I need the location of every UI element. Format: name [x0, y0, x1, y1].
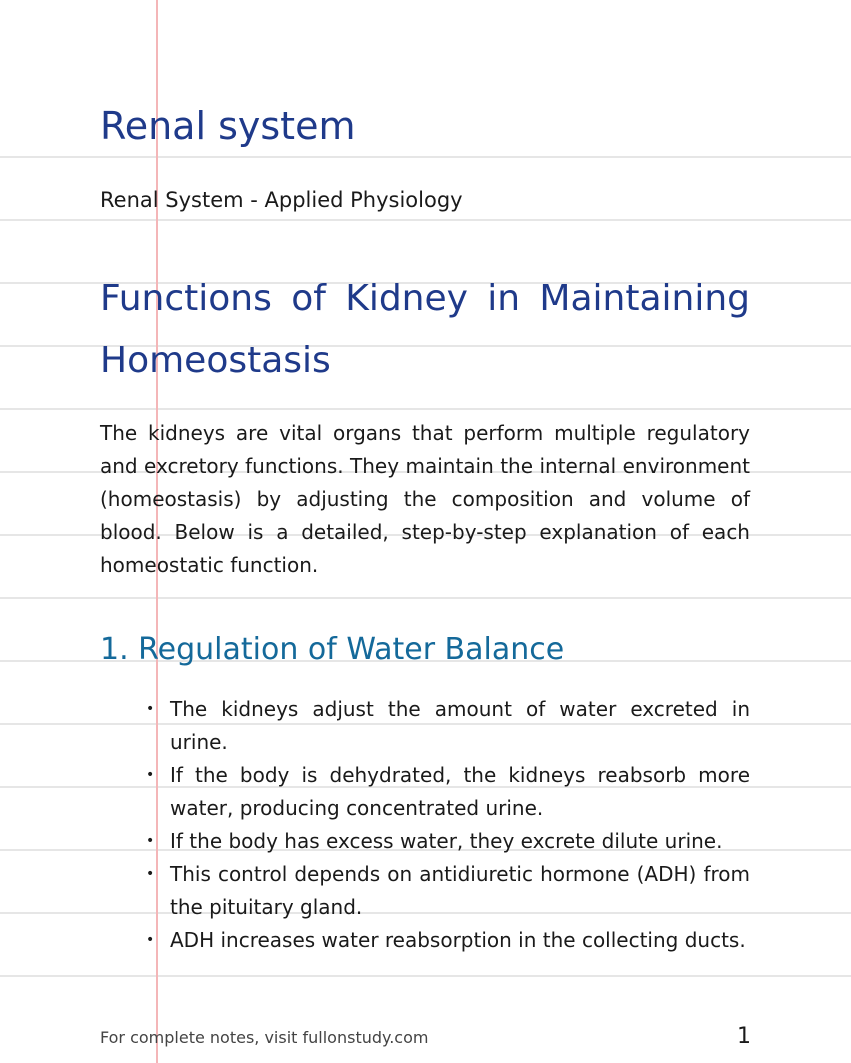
- ruled-line: [0, 219, 851, 221]
- list-item-text: If the body has excess water, they excrete dilute urine.: [170, 829, 723, 853]
- bullet-icon: •: [146, 701, 155, 717]
- list-item-text: The kidneys adjust the amount of water excreted in urine.: [170, 697, 750, 754]
- bullet-icon: •: [146, 833, 155, 849]
- list-item: [144, 759, 750, 825]
- list-item: [144, 924, 750, 957]
- page-subtitle: Renal System - Applied Physiology: [100, 188, 463, 212]
- list-item-text: If the body is dehydrated, the kidneys reabsorb more water, producing concentrated urine.: [170, 763, 750, 820]
- section-heading: Functions of Kidney in Maintaining Homeostasis: [100, 278, 750, 381]
- bullet-icon: •: [146, 866, 155, 882]
- ruled-line: [0, 156, 851, 158]
- bullet-icon: •: [146, 932, 155, 948]
- bullet-list: [144, 693, 750, 957]
- page-title: Renal system: [100, 104, 356, 148]
- sub-heading-water-balance: 1. Regulation of Water Balance: [100, 632, 565, 667]
- list-item-text: ADH increases water reabsorption in the collecting ducts.: [170, 928, 746, 952]
- page-number: 1: [737, 1024, 751, 1049]
- list-item: [144, 825, 750, 858]
- ruled-line: [0, 975, 851, 977]
- list-item: [144, 858, 750, 924]
- ruled-line: [0, 408, 851, 410]
- list-item: [144, 693, 750, 759]
- ruled-line: [0, 597, 851, 599]
- footer-note: For complete notes, visit fullonstudy.com: [100, 1028, 429, 1047]
- list-item-text: This control depends on antidiuretic hormone (ADH) from the pituitary gland.: [170, 862, 750, 919]
- intro-paragraph: The kidneys are vital organs that perform multiple regulatory and excretory functions. They maintain the internal environment (homeostasis) by adjusting the composition and volume of blood. Below is a detailed, step-by-step explanation of each homeostatic function.: [100, 421, 750, 577]
- bullet-icon: •: [146, 767, 155, 783]
